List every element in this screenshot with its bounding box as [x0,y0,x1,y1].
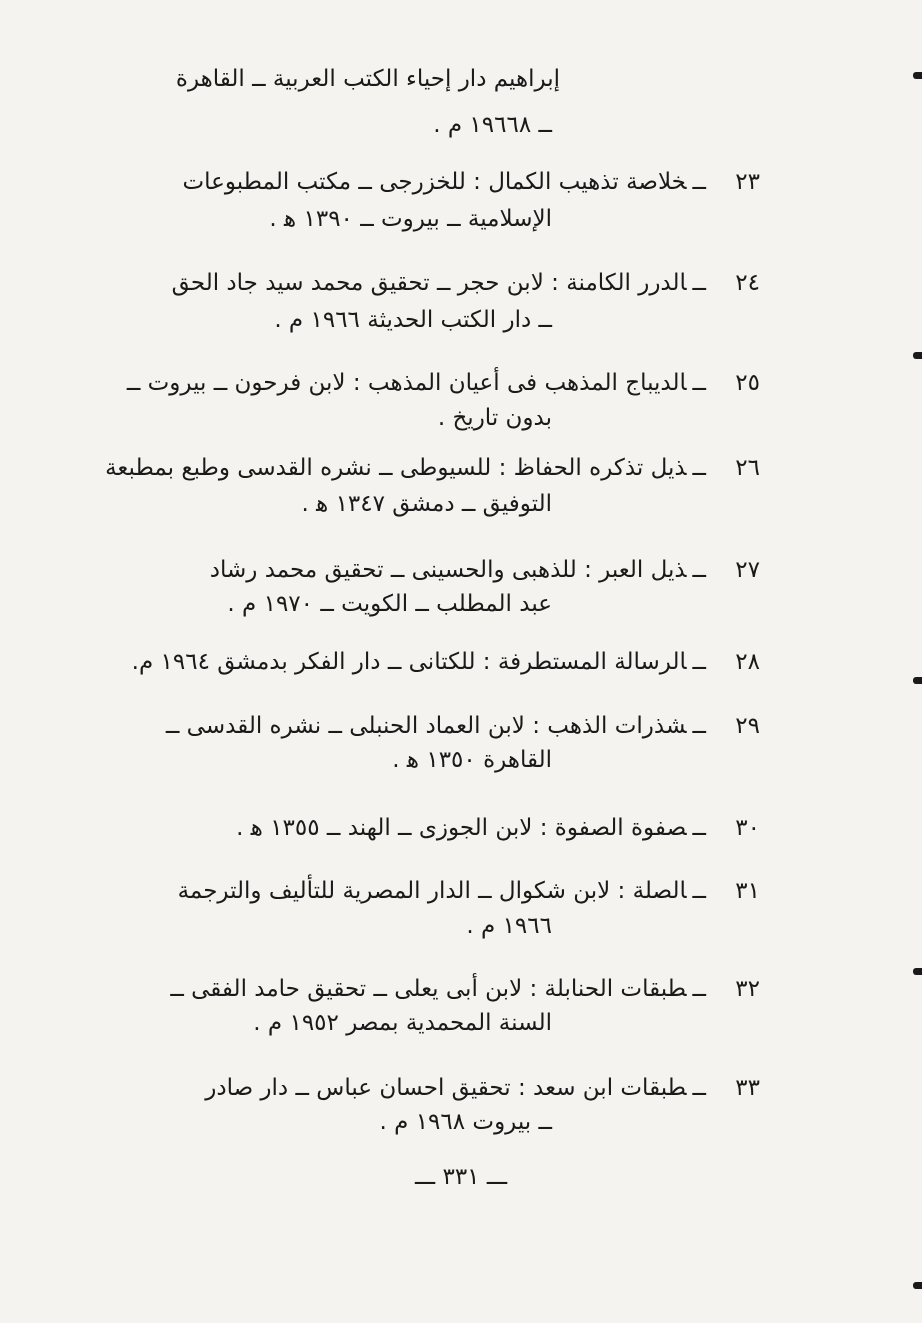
reference-continuation: بدون تاريخ . [437,405,552,431]
reference-number: ٢٥ [735,370,760,396]
reference-text: ذيل العبر : للذهبى والحسينى ــ تحقيق محمد رشاد [209,557,687,583]
reference-entry-26: ٢٦ــذيل تذكره الحفاظ : للسيوطى ــ نشره القدسى وطبع بمطبعة [120,451,760,485]
reference-continuation: القاهرة ١٣٥٠ ﻫ . [392,747,552,773]
reference-number: ٣١ [735,878,760,904]
reference-text: ذيل تذكره الحفاظ : للسيوطى ــ نشره القدسى وطبع بمطبعة [105,455,687,481]
reference-text: شذرات الذهب : لابن العماد الحنبلى ــ نشره القدسى ــ [165,713,687,739]
reference-number: ٣٣ [735,1075,760,1101]
reference-continuation: ــ دار الكتب الحديثة ١٩٦٦ م . [274,307,552,333]
reference-continuation: ١٩٦٦ م . [466,913,552,939]
reference-number: ٣٠ [735,815,760,841]
reference-number: ٢٨ [735,649,760,675]
reference-continuation: ــ بيروت ١٩٦٨ م . [379,1109,552,1135]
scan-edge-mark [913,72,922,79]
reference-number: ٢٩ [735,713,760,739]
reference-entry-28: ٢٨ــالرسالة المستطرفة : للكتانى ــ دار الفكر بدمشق ١٩٦٤ م. [120,645,760,679]
reference-number: ٣٢ [735,976,760,1002]
reference-entry-31: ٣١ــالصلة : لابن شكوال ــ الدار المصرية للتأليف والترجمة [120,874,760,908]
scan-edge-mark [913,352,922,359]
reference-text: خلاصة تذهيب الكمال : للخزرجى ــ مكتب المطبوعات [182,169,687,195]
reference-entry-33: ٣٣ــطبقات ابن سعد : تحقيق احسان عباس ــ دار صادر [120,1071,760,1105]
reference-text: صفوة الصفوة : لابن الجوزى ــ الهند ــ ١٣٥٥ ﻫ . [236,815,687,841]
reference-text: طبقات ابن سعد : تحقيق احسان عباس ــ دار صادر [205,1075,687,1101]
reference-entry-29: ٢٩ــشذرات الذهب : لابن العماد الحنبلى ــ نشره القدسى ــ [120,709,760,743]
reference-entry-24: ٢٤ــالدرر الكامنة : لابن حجر ــ تحقيق محمد سيد جاد الحق [120,266,760,300]
reference-entry-27: ٢٧ــذيل العبر : للذهبى والحسينى ــ تحقيق محمد رشاد [120,553,760,587]
reference-continuation: السنة المحمدية بمصر ١٩٥٢ م . [253,1010,552,1036]
scan-edge-mark [913,1282,922,1289]
page-number: ـــ ٣٣١ ـــ [414,1164,508,1190]
reference-text: طبقات الحنابلة : لابن أبى يعلى ــ تحقيق حامد الفقى ــ [170,976,687,1002]
reference-entry-30: ٣٠ــصفوة الصفوة : لابن الجوزى ــ الهند ــ ١٣٥٥ ﻫ . [120,811,760,845]
reference-continuation: التوفيق ــ دمشق ١٣٤٧ ﻫ . [301,491,552,517]
scan-edge-mark [913,677,922,684]
reference-entry-23: ٢٣ــخلاصة تذهيب الكمال : للخزرجى ــ مكتب المطبوعات [120,165,760,199]
reference-text: الصلة : لابن شكوال ــ الدار المصرية للتأليف والترجمة [177,878,687,904]
reference-entry-25: ٢٥ــالديباج المذهب فى أعيان المذهب : لابن فرحون ــ بيروت ــ [120,366,760,400]
reference-text: الديباج المذهب فى أعيان المذهب : لابن فرحون ــ بيروت ــ [126,370,687,396]
reference-number: ٢٣ [735,169,760,195]
scan-edge-mark [913,968,922,975]
continuation-line-1: إبراهيم دار إحياء الكتب العربية ــ القاهرة [175,66,560,92]
reference-text: الرسالة المستطرفة : للكتانى ــ دار الفكر بدمشق ١٩٦٤ م. [131,649,687,675]
reference-number: ٢٧ [735,557,760,583]
reference-number: ٢٤ [735,270,760,296]
continuation-line-2: ــ ١٩٦٦٨ م . [433,112,552,138]
reference-number: ٢٦ [735,455,760,481]
reference-continuation: الإسلامية ــ بيروت ــ ١٣٩٠ ﻫ . [269,206,552,232]
reference-text: الدرر الكامنة : لابن حجر ــ تحقيق محمد سيد جاد الحق [171,270,687,296]
reference-continuation: عبد المطلب ــ الكويت ــ ١٩٧٠ م . [227,591,552,617]
reference-entry-32: ٣٢ــطبقات الحنابلة : لابن أبى يعلى ــ تحقيق حامد الفقى ــ [120,972,760,1006]
